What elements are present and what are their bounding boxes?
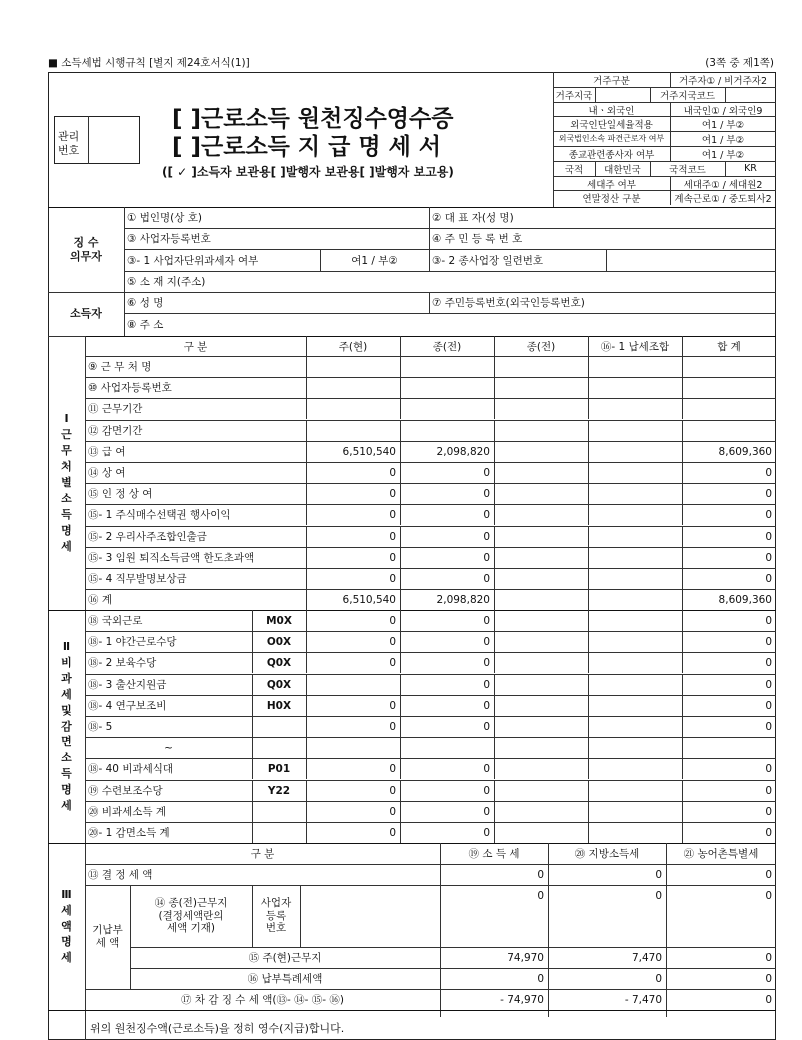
- income-value: 0: [483, 530, 490, 543]
- confirmation-statement: 위의 원천징수액(근로소득)을 정히 영수(지급)합니다.: [90, 1022, 345, 1035]
- exempt-value: [682, 737, 776, 758]
- exempt-value: 0: [483, 762, 490, 775]
- form-header: [48, 55, 774, 69]
- side-value: 계속근로① / 중도퇴사2: [674, 193, 772, 205]
- exempt-row-label: ⑱- 40 비과세식대: [88, 763, 174, 775]
- side-value: 여1 / 부②: [701, 134, 745, 146]
- income-value: 0: [483, 508, 490, 521]
- corp-name-label: ① 법인명(상 호): [127, 212, 202, 224]
- income-value: [306, 420, 400, 441]
- income-value: [494, 462, 588, 483]
- current-workplace-rural-special-tax: 0: [765, 951, 772, 964]
- exempt-value: [400, 737, 494, 758]
- income-value: [588, 441, 682, 462]
- exempt-value: [494, 780, 588, 801]
- side-value: 대한민국: [604, 164, 641, 176]
- exempt-code: M0X: [266, 614, 292, 627]
- exempt-row-label: ⑱- 3 출산지원금: [88, 679, 167, 691]
- income-value: 0: [765, 466, 772, 479]
- exempt-value: [494, 695, 588, 716]
- exempt-value: 0: [483, 635, 490, 648]
- exempt-code: Q0X: [266, 678, 292, 691]
- side-label: 국적: [564, 164, 584, 176]
- exempt-row-label: ⑱- 4 연구보조비: [88, 700, 167, 712]
- side-value: 내국인① / 외국인9: [683, 105, 763, 117]
- prev-workplace-label: ⑭ 종(전)근무지 (결정세액란의 세액 기재): [154, 897, 228, 935]
- income-row-label: ⑮- 1 주식매수선택권 행사이익: [88, 509, 231, 521]
- prev-workplace-income-tax: 0: [537, 889, 544, 902]
- income-value: [494, 441, 588, 462]
- exempt-value: 0: [765, 784, 772, 797]
- income-value: [588, 462, 682, 483]
- income-value: 0: [765, 530, 772, 543]
- side-value: KR: [744, 163, 757, 174]
- income-row-label: ⑨ 근 무 처 명: [88, 361, 152, 373]
- prev-biz-reg-label: 사업자 등록 번호: [260, 897, 292, 935]
- income-value: [494, 589, 588, 610]
- exempt-code: [252, 716, 306, 737]
- income-value: [682, 377, 776, 398]
- side-label: 외국인단일세율적용: [570, 119, 653, 131]
- column-header-total: 합 계: [717, 340, 741, 353]
- tax-header-local-income-tax: ⑳ 지방소득세: [574, 848, 640, 860]
- exempt-value: 0: [483, 656, 490, 669]
- exempt-value: 0: [389, 826, 396, 839]
- section2-title: Ⅱ 비 과 세 및 감 면 소 득 명 세: [61, 639, 72, 813]
- exempt-value: 0: [389, 614, 396, 627]
- column-header-prev1: 종(전): [432, 340, 462, 353]
- income-value: [494, 526, 588, 547]
- income-value: 0: [765, 508, 772, 521]
- income-row-label: ⑭ 상 여: [88, 467, 126, 479]
- income-value: [306, 398, 400, 419]
- exempt-value: [306, 674, 400, 695]
- exempt-row-label: ⑱ 국외근로: [88, 615, 143, 627]
- income-row-label: ⑮- 3 임원 퇴직소득금액 한도초과액: [88, 552, 255, 564]
- income-value: 0: [483, 487, 490, 500]
- exempt-value: 0: [765, 762, 772, 775]
- side-label: 내ㆍ외국인: [588, 105, 635, 117]
- net-tax-label: ⑰ 차 감 징 수 세 액(⑬- ⑭- ⑮- ⑯): [181, 994, 344, 1006]
- decided-tax-rural-special-tax: 0: [765, 868, 772, 881]
- income-value: [588, 547, 682, 568]
- income-value: [400, 377, 494, 398]
- exempt-value: [494, 652, 588, 673]
- exempt-value: [494, 716, 588, 737]
- exempt-value: 0: [389, 699, 396, 712]
- income-value: 0: [389, 508, 396, 521]
- income-value: [494, 377, 588, 398]
- side-value: 여1 / 부②: [701, 149, 745, 161]
- exempt-row-label: ⑱- 5: [88, 721, 113, 733]
- income-value: [588, 356, 682, 377]
- income-value: [588, 504, 682, 525]
- income-value: [588, 483, 682, 504]
- tax-header-category: 구 분: [250, 848, 275, 860]
- exempt-value: [494, 801, 588, 822]
- income-row-label: ⑪ 근무기간: [88, 403, 143, 415]
- address-label: ⑤ 소 재 지(주소): [127, 276, 206, 288]
- income-row-label: ⑮ 인 정 상 여: [88, 488, 153, 500]
- income-value: 8,609,360: [718, 445, 772, 458]
- side-value: 여1 / 부②: [701, 119, 745, 131]
- exempt-value: 0: [765, 826, 772, 839]
- column-header-tax-union: ⑯- 1 납세조합: [600, 340, 670, 353]
- exempt-value: [588, 695, 682, 716]
- side-value: [595, 87, 650, 102]
- exempt-value: 0: [765, 699, 772, 712]
- income-value: [400, 420, 494, 441]
- income-value: 8,609,360: [718, 593, 772, 606]
- exempt-code: [252, 801, 306, 822]
- income-value: [494, 356, 588, 377]
- current-workplace-local-income-tax: 7,470: [631, 951, 662, 964]
- column-header-category: 구 분: [183, 340, 208, 353]
- income-value: 0: [483, 572, 490, 585]
- income-value: [400, 398, 494, 419]
- tax-header-rural-special-tax: ㉑ 농어촌특별세: [683, 848, 759, 860]
- exempt-value: 0: [765, 614, 772, 627]
- income-value: 0: [389, 551, 396, 564]
- income-value: [682, 398, 776, 419]
- net-tax-income-tax: - 74,970: [500, 993, 544, 1006]
- exempt-value: 0: [483, 720, 490, 733]
- exempt-row-label: ~: [164, 741, 173, 754]
- statement-title: [ ]근로소득 지 급 명 세 서: [172, 134, 442, 160]
- income-value: 0: [389, 466, 396, 479]
- income-value: [588, 420, 682, 441]
- exempt-code: [252, 737, 306, 758]
- resident-no-label: ④ 주 민 등 록 번 호: [432, 233, 523, 245]
- exempt-value: 0: [389, 762, 396, 775]
- exempt-row-label: ⑲ 수련보조수당: [88, 785, 163, 797]
- column-header-prev2: 종(전): [526, 340, 556, 353]
- exempt-value: 0: [765, 656, 772, 669]
- receipt-title: [ ]근로소득 원천징수영수증: [172, 106, 454, 132]
- special-payment-label: ⑯ 납부특례세액: [247, 973, 323, 985]
- exempt-value: [588, 822, 682, 843]
- income-value: 0: [483, 551, 490, 564]
- income-value: 0: [483, 466, 490, 479]
- exempt-value: [494, 610, 588, 631]
- page-indicator: (3쪽 중 제1쪽): [705, 57, 774, 69]
- income-value: 0: [765, 572, 772, 585]
- unit-tax-label: ③- 1 사업자단위과세자 여부: [127, 254, 259, 267]
- income-value: [400, 356, 494, 377]
- copy-type-selector[interactable]: ([ ✓ ]소득자 보관용[ ]발행자 보관용[ ]발행자 보고용): [162, 165, 454, 179]
- exempt-row-label: ⑱- 2 보육수당: [88, 657, 157, 669]
- biz-reg-label: ③ 사업자등록번호: [127, 233, 211, 245]
- exempt-value: 0: [483, 678, 490, 691]
- exempt-value: [588, 716, 682, 737]
- income-value: 6,510,540: [342, 593, 396, 606]
- income-value: [494, 504, 588, 525]
- side-label: 거주지국코드: [659, 90, 716, 102]
- exempt-value: [588, 737, 682, 758]
- side-label: 거주지국: [555, 90, 593, 102]
- exempt-value: 0: [483, 805, 490, 818]
- income-value: 2,098,820: [436, 593, 490, 606]
- unit-tax-value: 여1 / 부②: [351, 254, 398, 267]
- income-value: [682, 420, 776, 441]
- special-payment-rural-special-tax: 0: [765, 972, 772, 985]
- exempt-value: 0: [765, 720, 772, 733]
- income-value: 0: [389, 487, 396, 500]
- side-label: 종교관련종사자 여부: [568, 149, 655, 161]
- exempt-value: [588, 674, 682, 695]
- exempt-value: [588, 801, 682, 822]
- income-value: 0: [765, 487, 772, 500]
- exempt-code: O0X: [266, 635, 292, 648]
- tax-header-income-tax: ⑲ 소 득 세: [468, 848, 520, 860]
- income-value: [494, 483, 588, 504]
- exempt-value: [494, 631, 588, 652]
- sub-biz-label: ③- 2 종사업장 일련번호: [432, 254, 544, 267]
- net-tax-local-income-tax: - 7,470: [624, 993, 662, 1006]
- income-value: [494, 420, 588, 441]
- side-label: 거주구분: [593, 75, 630, 87]
- exempt-code: [252, 822, 306, 843]
- exempt-value: [494, 737, 588, 758]
- current-workplace-label: ⑮ 주(현)근무지: [248, 952, 322, 964]
- income-value: [588, 589, 682, 610]
- side-label: 연말정산 구분: [582, 193, 641, 205]
- decided-tax-income-tax: 0: [537, 868, 544, 881]
- exempt-value: [588, 610, 682, 631]
- exempt-value: 0: [765, 805, 772, 818]
- exempt-value: 0: [765, 635, 772, 648]
- management-number-label: 관리 번호: [58, 130, 80, 157]
- exempt-value: [588, 652, 682, 673]
- exempt-value: 0: [389, 656, 396, 669]
- section1-title: Ⅰ 근 무 처 별 소 득 명 세: [61, 412, 72, 553]
- income-value: [588, 377, 682, 398]
- side-label: 세대주 여부: [587, 179, 636, 191]
- exempt-value: 0: [389, 720, 396, 733]
- earner-reg-label: ⑦ 주민등록번호(외국인등록번호): [432, 297, 585, 309]
- income-row-label: ⑬ 급 여: [88, 446, 126, 458]
- exempt-value: [494, 758, 588, 779]
- exempt-value: 0: [389, 784, 396, 797]
- exempt-code: Y22: [267, 784, 291, 797]
- exempt-value: 0: [483, 826, 490, 839]
- side-label: 외국법인소속 파견근로자 여부: [558, 134, 665, 143]
- exempt-code: Q0X: [266, 656, 292, 669]
- income-value: [682, 356, 776, 377]
- exempt-value: [494, 674, 588, 695]
- exempt-value: [494, 822, 588, 843]
- exempt-value: [588, 780, 682, 801]
- income-value: [588, 526, 682, 547]
- earner-section-label: 소득자: [70, 307, 102, 321]
- exempt-code: H0X: [266, 699, 292, 712]
- exempt-value: 0: [389, 805, 396, 818]
- prepaid-tax-label: 기납부 세 액: [92, 924, 123, 949]
- exempt-value: 0: [483, 614, 490, 627]
- exempt-value: [588, 631, 682, 652]
- earner-name-label: ⑥ 성 명: [127, 297, 164, 309]
- income-value: 0: [765, 551, 772, 564]
- exempt-value: 0: [483, 699, 490, 712]
- side-value: 세대주① / 세대원2: [683, 179, 763, 191]
- representative-label: ② 대 표 자(성 명): [432, 212, 514, 224]
- income-value: [588, 398, 682, 419]
- earner-address-label: ⑧ 주 소: [127, 319, 164, 331]
- income-row-label: ⑫ 감면기간: [88, 425, 143, 437]
- exempt-value: 0: [389, 635, 396, 648]
- income-value: 6,510,540: [342, 445, 396, 458]
- prev-workplace-local-income-tax: 0: [655, 889, 662, 902]
- income-value: [306, 377, 400, 398]
- side-label: 국적코드: [669, 164, 706, 176]
- column-header-current: 주(현): [338, 340, 368, 353]
- income-value: 0: [389, 530, 396, 543]
- exempt-value: 0: [765, 678, 772, 691]
- income-value: [494, 547, 588, 568]
- withholder-section-label: 징 수 의무자: [70, 235, 102, 263]
- income-row-label: ⑮- 4 직무발명보상금: [88, 573, 187, 585]
- exempt-value: 0: [483, 784, 490, 797]
- section3-title: Ⅲ 세 액 명 세: [61, 887, 72, 965]
- exempt-row-label: ⑳ 비과세소득 계: [88, 806, 167, 818]
- exempt-value: [588, 758, 682, 779]
- side-value: [725, 87, 776, 102]
- side-value: 거주자① / 비거주자2: [678, 75, 768, 87]
- prev-workplace-rural-special-tax: 0: [765, 889, 772, 902]
- decided-tax-label: ⑬ 결 정 세 액: [88, 869, 153, 881]
- income-row-label: ⑯ 계: [88, 594, 112, 606]
- exempt-value: [306, 737, 400, 758]
- special-payment-local-income-tax: 0: [655, 972, 662, 985]
- decided-tax-local-income-tax: 0: [655, 868, 662, 881]
- income-value: 2,098,820: [436, 445, 490, 458]
- form-legal-basis: ■ 소득세법 시행규칙 [별지 제24호서식(1)]: [48, 57, 250, 69]
- income-value: [494, 568, 588, 589]
- current-workplace-income-tax: 74,970: [507, 951, 544, 964]
- net-tax-rural-special-tax: 0: [765, 993, 772, 1006]
- income-value: [494, 398, 588, 419]
- exempt-row-label: ⑱- 1 야간근로수당: [88, 636, 177, 648]
- exempt-row-label: ⑳- 1 감면소득 계: [88, 827, 170, 839]
- income-row-label: ⑩ 사업자등록번호: [88, 382, 172, 394]
- income-value: [588, 568, 682, 589]
- exempt-code: P01: [267, 762, 291, 775]
- income-value: 0: [389, 572, 396, 585]
- special-payment-income-tax: 0: [537, 972, 544, 985]
- income-row-label: ⑮- 2 우리사주조합인출금: [88, 531, 207, 543]
- income-value: [306, 356, 400, 377]
